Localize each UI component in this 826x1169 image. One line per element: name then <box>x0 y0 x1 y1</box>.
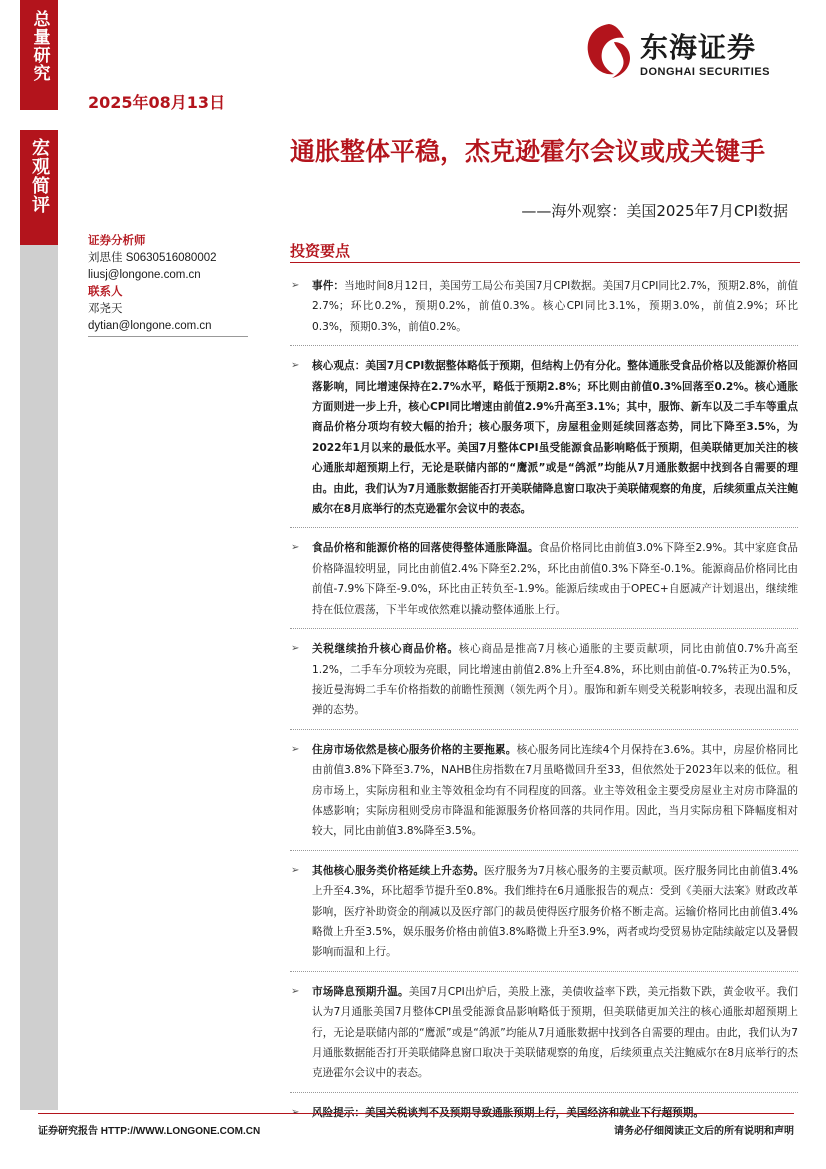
key-point-core-view <box>290 356 798 519</box>
key-points-list <box>290 276 798 1123</box>
contact-label: 联系人 <box>88 286 123 298</box>
key-point-text: 食品价格同比由前值3.0%下降至2.9%。其中家庭食品价格降温较明显，同比由前值2.4%下降至2.2%，环比由前值0.3%下降至-0.1%。能源商品价格同比由前值-7.9%下降至-9.0%，环比由正转负至-1.9%。能源后续或由于OPEC+自愿减产计划退出，继续维持在低位震荡，下半年或依然难以撬动整体通胀上行。 <box>312 542 798 616</box>
bullet-divider <box>290 971 798 972</box>
bullet-divider <box>290 527 798 528</box>
key-point-bold: 关税继续抬升核心商品价格。 <box>312 643 459 656</box>
section-label: 宏观简评 <box>29 138 50 214</box>
arrow-bullet-icon: ➢ <box>291 985 300 997</box>
contact-email: dytian@longone.com.cn <box>88 320 212 332</box>
contact-name: 邓尧天 <box>88 303 123 315</box>
donghai-logo <box>580 18 800 88</box>
section-tab <box>20 130 58 245</box>
arrow-bullet-icon: ➢ <box>291 360 300 372</box>
report-type-label: 总量研究 <box>29 10 50 82</box>
key-point-text: 核心服务同比连续4个月保持在3.6%。其中，房屋价格同比由前值3.8%下降至3.7%，NAHB住房指数在7月虽略微回升至33，但依然处于2023年以来的低位。租房市场上，实际房租和业主等效租金均有不同程度的回落。业主等效租金主要受房屋业主对房市降温的体感影响；实际房租则受房市降温和能源服务价格回落的共同作用。因此，当月实际房租下降幅度相对较大，同比由前值3.8%降至3.5%。 <box>312 743 799 838</box>
bullet-divider <box>290 729 798 730</box>
arrow-bullet-icon: ➢ <box>291 542 300 554</box>
arrow-bullet-icon: ➢ <box>291 1106 300 1118</box>
arrow-bullet-icon: ➢ <box>291 643 300 655</box>
bullet-divider <box>290 628 798 629</box>
key-point-other-services <box>290 861 798 963</box>
dragon-logo-icon <box>580 18 638 84</box>
report-title: 通胀整体平稳，杰克逊霍尔会议或成关键手 <box>290 137 766 166</box>
key-point-bold: 核心观点：美国7月CPI数据整体略低于预期，但结构上仍有分化。整体通胀受食品价格以及能源价格回落影响，同比增速保持在2.7%水平，略低于预期2.8%；环比则由前值0.3%回落至0.2%。核心通胀方面则进一步上升，核心CPI同比增速由前值2.9%升高至3.1%；其中，服饰、新车以及二手车等重点商品价格分项均有较大幅的抬升；核心服务项下，房屋租金则延续回落态势，同比下降至3.5%，为2022年1月以来的最低水平。美国7月整体CPI虽受能源食品影响略低于预期，但美联储更加关注的核心通胀却超预期上行，无论是联储内部的“鹰派”或是“鸽派”均能从7月通胀数据中找到各自需要的理由。由此，我们认为7月通胀数据能否打开美联储降息窗口取决于美联储观察的角度，后续须重点关注鲍威尔在8月底举行的杰克逊霍尔会议中的表态。 <box>312 360 798 516</box>
key-point-food-energy <box>290 538 798 620</box>
analyst-email: liusj@longone.com.cn <box>88 269 201 281</box>
analyst-name: 刘思佳 S0630516080002 <box>88 252 217 264</box>
report-date: 2025年08月13日 <box>88 93 226 112</box>
logo-chinese-name: 东海证券 <box>640 31 757 64</box>
analyst-divider <box>88 336 248 337</box>
key-point-text: 美国7月CPI出炉后，美股上涨，美债收益率下跌，美元指数下跌，黄金收平。我们认为7月通胀美国7月整体CPI虽受能源食品影响略低于预期，但美联储更加关注的核心通胀却超预期上行，无论是联储内部的“鹰派”或是“鸽派”均能从7月通胀数据中找到各自需要的理由。由此，我们认为7月通胀数据能否打开美联储降息窗口取决于美联储观察的角度，后续须重点关注鲍威尔在8月底举行的杰克逊霍尔会议中的表态。 <box>312 985 799 1080</box>
bullet-divider <box>290 1092 798 1093</box>
arrow-bullet-icon: ➢ <box>291 743 300 755</box>
key-point-market <box>290 982 798 1084</box>
key-point-bold: 事件： <box>312 280 345 292</box>
footer-website[interactable]: 证券研究报告 HTTP://WWW.LONGONE.COM.CN <box>38 1126 261 1137</box>
footer-divider <box>38 1113 794 1114</box>
key-point-text: 当地时间8月12日，美国劳工局公布美国7月CPI数据。美国7月CPI同比2.7%，预期2.8%，前值2.7%；环比0.2%，预期0.2%，前值0.3%。核心CPI同比3.1%，预期3.0%，前值2.9%；环比0.3%，预期0.3%，前值0.2%。 <box>312 280 798 333</box>
key-points-heading: 投资要点 <box>290 242 351 260</box>
key-point-text: 医疗服务为7月核心服务的主要贡献项。医疗服务同比由前值3.4%上升至4.3%，环比超季节提升至0.8%。我们维持在6月通胀报告的观点：受到《美丽大法案》财政改革影响，医疗补助资金的削减以及医疗部门的裁员使得医疗服务价格不断走高。运输价格同比由前值3.4%略微上升至3.5%，娱乐服务价格由前值3.8%略微上升至3.9%，两者或均受贸易协定陆续敲定以及暑假影响而温和上行。 <box>312 864 799 959</box>
key-point-tariffs <box>290 639 798 721</box>
key-points-divider <box>290 262 800 263</box>
key-point-text: 核心商品是推高7月核心通胀的主要贡献项，同比由前值0.7%升高至1.2%，二手车分项较为亮眼，同比增速由前值2.8%上升至4.8%，环比则由前值-0.7%转正为0.5%，接近曼海姆二手车价格指数的前瞻性预测（领先两个月）。服饰和新车则受关税影响较多，表现出温和反弹的态势。 <box>312 643 799 717</box>
key-point-bold: 食品价格和能源价格的回落使得整体通胀降温。 <box>312 542 539 555</box>
key-point-bold: 其他核心服务类价格延续上升态势。 <box>312 864 485 877</box>
key-point-bold: 住房市场依然是核心服务价格的主要拖累。 <box>312 743 517 756</box>
key-point-bold: 风险提示：美国关税谈判不及预期导致通胀预期上行，美国经济和就业下行超预期。 <box>312 1106 704 1119</box>
arrow-bullet-icon: ➢ <box>291 280 300 291</box>
key-point-event <box>290 276 798 337</box>
report-subtitle: ——海外观察：美国2025年7月CPI数据 <box>521 202 788 220</box>
left-sidebar-bar <box>20 245 58 1110</box>
arrow-bullet-icon: ➢ <box>291 864 300 876</box>
analyst-block <box>88 233 258 335</box>
key-point-housing <box>290 740 798 842</box>
analyst-label: 证券分析师 <box>88 235 146 247</box>
bullet-divider <box>290 345 798 346</box>
bullet-divider <box>290 850 798 851</box>
logo-english-name: DONGHAI SECURITIES <box>640 66 771 78</box>
report-type-tab <box>20 0 58 110</box>
footer-disclaimer: 请务必仔细阅读正文后的所有说明和声明 <box>614 1126 794 1137</box>
key-point-bold: 市场降息预期升温。 <box>312 985 409 998</box>
